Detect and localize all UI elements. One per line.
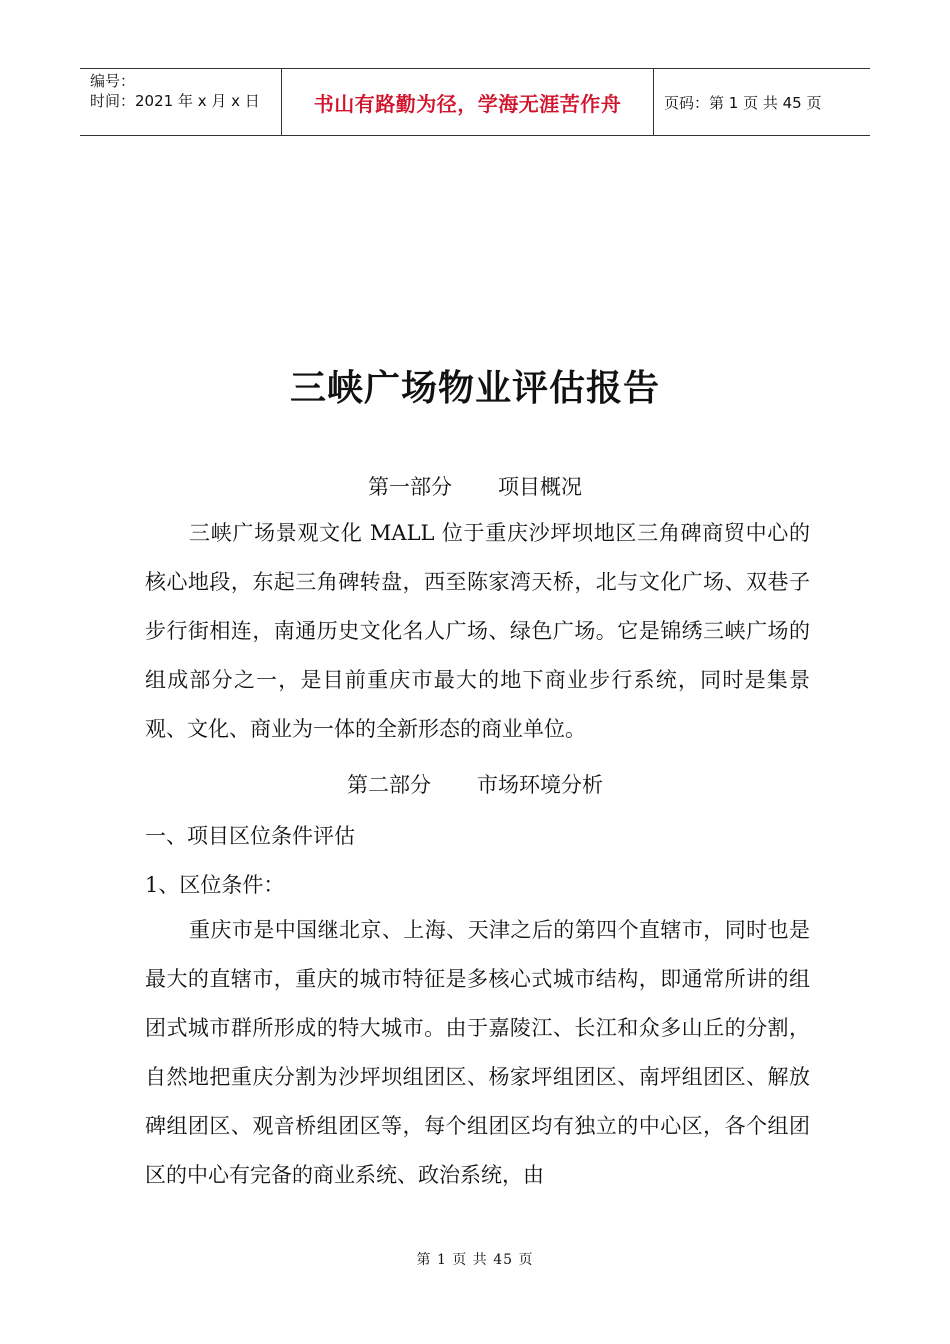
- document-header: [80, 68, 870, 136]
- header-motto-cell: [281, 69, 654, 135]
- part2-paragraph: 重庆市是中国继北京、上海、天津之后的第四个直辖市，同时也是最大的直辖市，重庆的城市特征是多核心式城市结构，即通常所讲的组团式城市群所形成的特大城市。由于嘉陵江、长江和众多山丘的分割，自然地把重庆分割为沙坪坝组团区、杨家坪组团区、南坪组团区、解放碑组团区、观音桥组团区等，每个组团区均有独立的中心区，各个组团区的中心有完备的商业系统、政治系统，由: [145, 918, 810, 1187]
- document-title: 三峡广场物业评估报告: [289, 368, 660, 409]
- motto-text: 书山有路勤为径，学海无涯苦作舟: [313, 91, 622, 116]
- page-info-text: 页码：第 1 页 共 45 页: [664, 93, 822, 112]
- number-label: 编号：: [90, 72, 136, 90]
- header-meta: [80, 69, 281, 135]
- section-heading-part1: [0, 471, 950, 501]
- subheading-location-conditions: 1、区位条件：: [145, 873, 285, 897]
- part1-paragraph: 三峡广场景观文化 MALL 位于重庆沙坪坝地区三角碑商贸中心的核心地段，东起三角碑转盘，西至陈家湾天桥，北与文化广场、双巷子步行街相连，南通历史文化名人广场、绿色广场。它是锦绣三峡广场的组成部分之一，是目前重庆市最大的地下商业步行系统，同时是集景观、文化、商业为一体的全新形态的商业单位。: [145, 521, 810, 741]
- subheading-location-evaluation: 一、项目区位条件评估: [145, 824, 355, 848]
- page-footer: 第 1 页 共 45 页: [416, 1252, 534, 1268]
- header-page-info: [654, 69, 870, 135]
- part2-label: 第二部分: [347, 773, 431, 797]
- date-label: 时间：2021 年 x 月 x 日: [90, 92, 260, 110]
- part1-name: 项目概况: [498, 475, 582, 499]
- part2-name: 市场环境分析: [477, 773, 603, 797]
- part1-label: 第一部分: [368, 475, 452, 499]
- section-heading-part2: [0, 769, 950, 799]
